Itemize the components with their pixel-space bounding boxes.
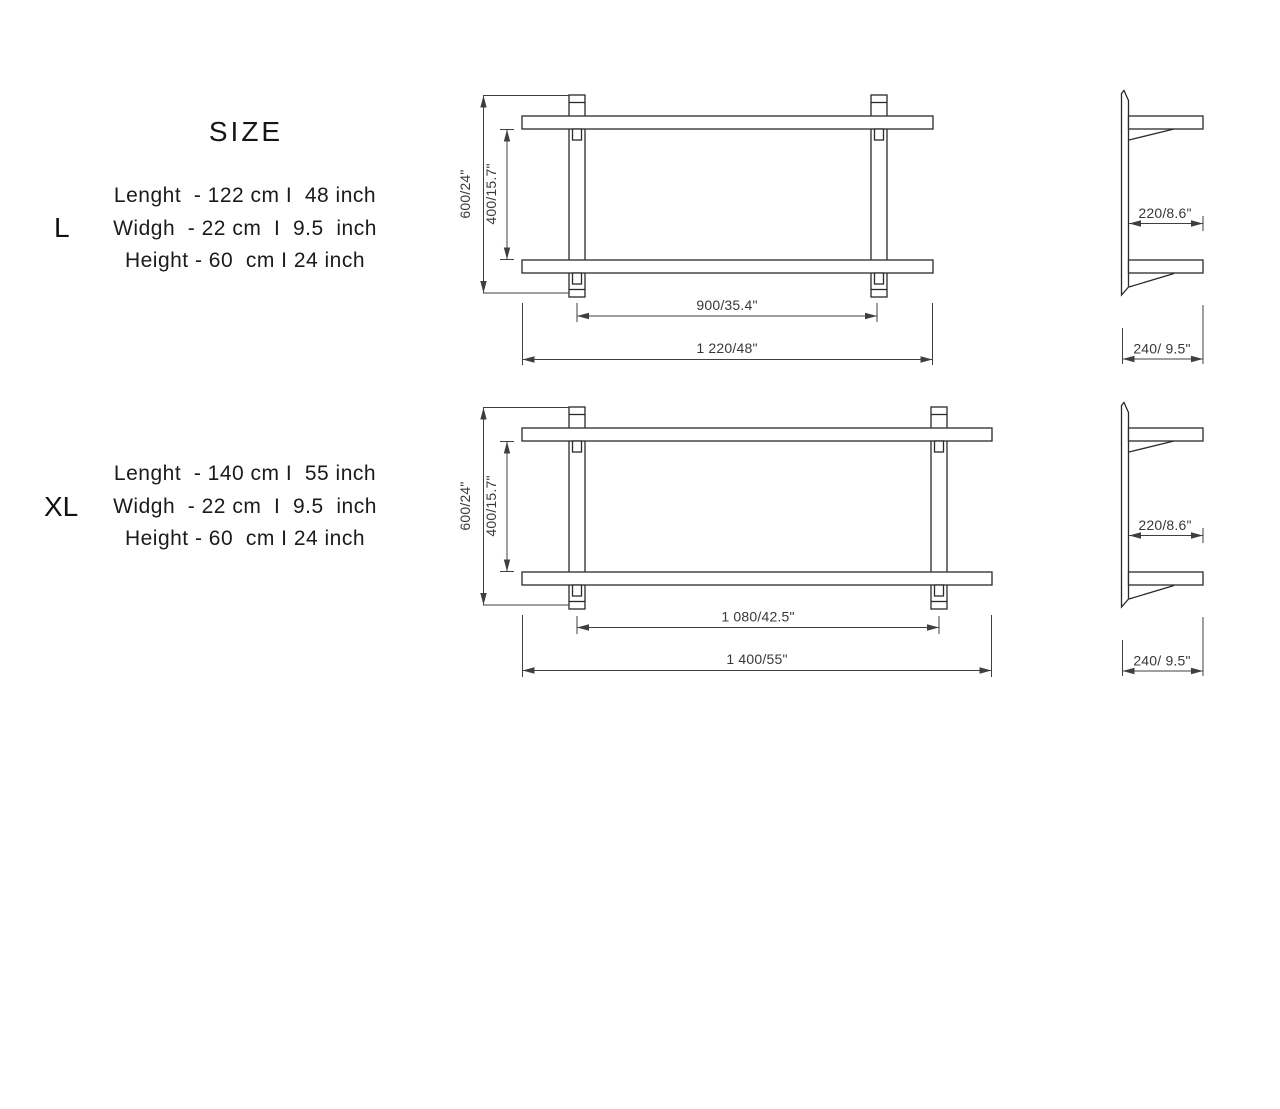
dim-total-height: 600/24" <box>457 169 473 219</box>
bottom-shelf-side <box>1129 572 1204 585</box>
top-shelf <box>522 428 992 441</box>
spec-length-l: Lenght - 122 cm I 48 inch <box>113 184 377 207</box>
xl-front-dimensions <box>457 408 992 678</box>
l-side-dimensions <box>1123 205 1204 364</box>
l-side-view <box>1122 91 1204 365</box>
xl-side-dimensions <box>1123 517 1204 676</box>
spec-width-xl: Widgh - 22 cm I 9.5 inch <box>113 494 377 518</box>
bottom-shelf-side <box>1129 260 1204 273</box>
top-shelf-side <box>1129 428 1204 441</box>
size-label-xl: XL <box>44 491 79 522</box>
l-front-view <box>457 95 933 365</box>
wall-rail <box>1122 91 1129 296</box>
shelf-pin <box>573 441 582 452</box>
dim-shelf-spacing: 400/15.7" <box>483 163 499 225</box>
dim-shelf-depth: 220/8.6" <box>1138 205 1192 221</box>
dim-shelf-spacing: 400/15.7" <box>483 475 499 537</box>
dim-bracket-span: 900/35.4" <box>696 297 758 313</box>
spec-width-l: Widgh - 22 cm I 9.5 inch <box>113 216 377 240</box>
spec-length-xl: Lenght - 140 cm I 55 inch <box>113 462 377 485</box>
size-label-l: L <box>54 212 70 243</box>
xl-front-view <box>457 407 992 677</box>
shelf-pin <box>935 441 944 452</box>
spec-height-l: Height - 60 cm I 24 inch <box>124 249 366 272</box>
dim-total-depth: 240/ 9.5" <box>1133 652 1191 669</box>
top-brace <box>1129 441 1174 452</box>
page-title: SIZE <box>208 116 284 147</box>
shelf-pin <box>573 129 582 140</box>
dim-total-length: 1 220/48" <box>696 340 758 356</box>
bottom-brace <box>1129 586 1174 600</box>
dim-bracket-span: 1 080/42.5" <box>721 608 795 625</box>
shelf-pin <box>573 585 582 596</box>
dim-total-height: 600/24" <box>457 481 473 531</box>
shelf-pin <box>573 273 582 284</box>
dim-total-length: 1 400/55" <box>726 651 788 667</box>
dim-total-depth: 240/ 9.5" <box>1133 340 1191 357</box>
bottom-shelf <box>522 260 933 273</box>
xl-side-view <box>1122 403 1204 677</box>
top-brace <box>1129 129 1174 140</box>
shelf-pin <box>875 129 884 140</box>
spec-height-xl: Height - 60 cm I 24 inch <box>124 527 366 550</box>
top-shelf <box>522 116 933 129</box>
dim-shelf-depth: 220/8.6" <box>1138 517 1192 533</box>
bottom-brace <box>1129 274 1174 288</box>
top-shelf-side <box>1129 116 1204 129</box>
wall-rail <box>1122 403 1129 608</box>
shelf-pin <box>875 273 884 284</box>
bottom-shelf <box>522 572 992 585</box>
l-front-dimensions <box>457 96 933 366</box>
shelf-pin <box>935 585 944 596</box>
